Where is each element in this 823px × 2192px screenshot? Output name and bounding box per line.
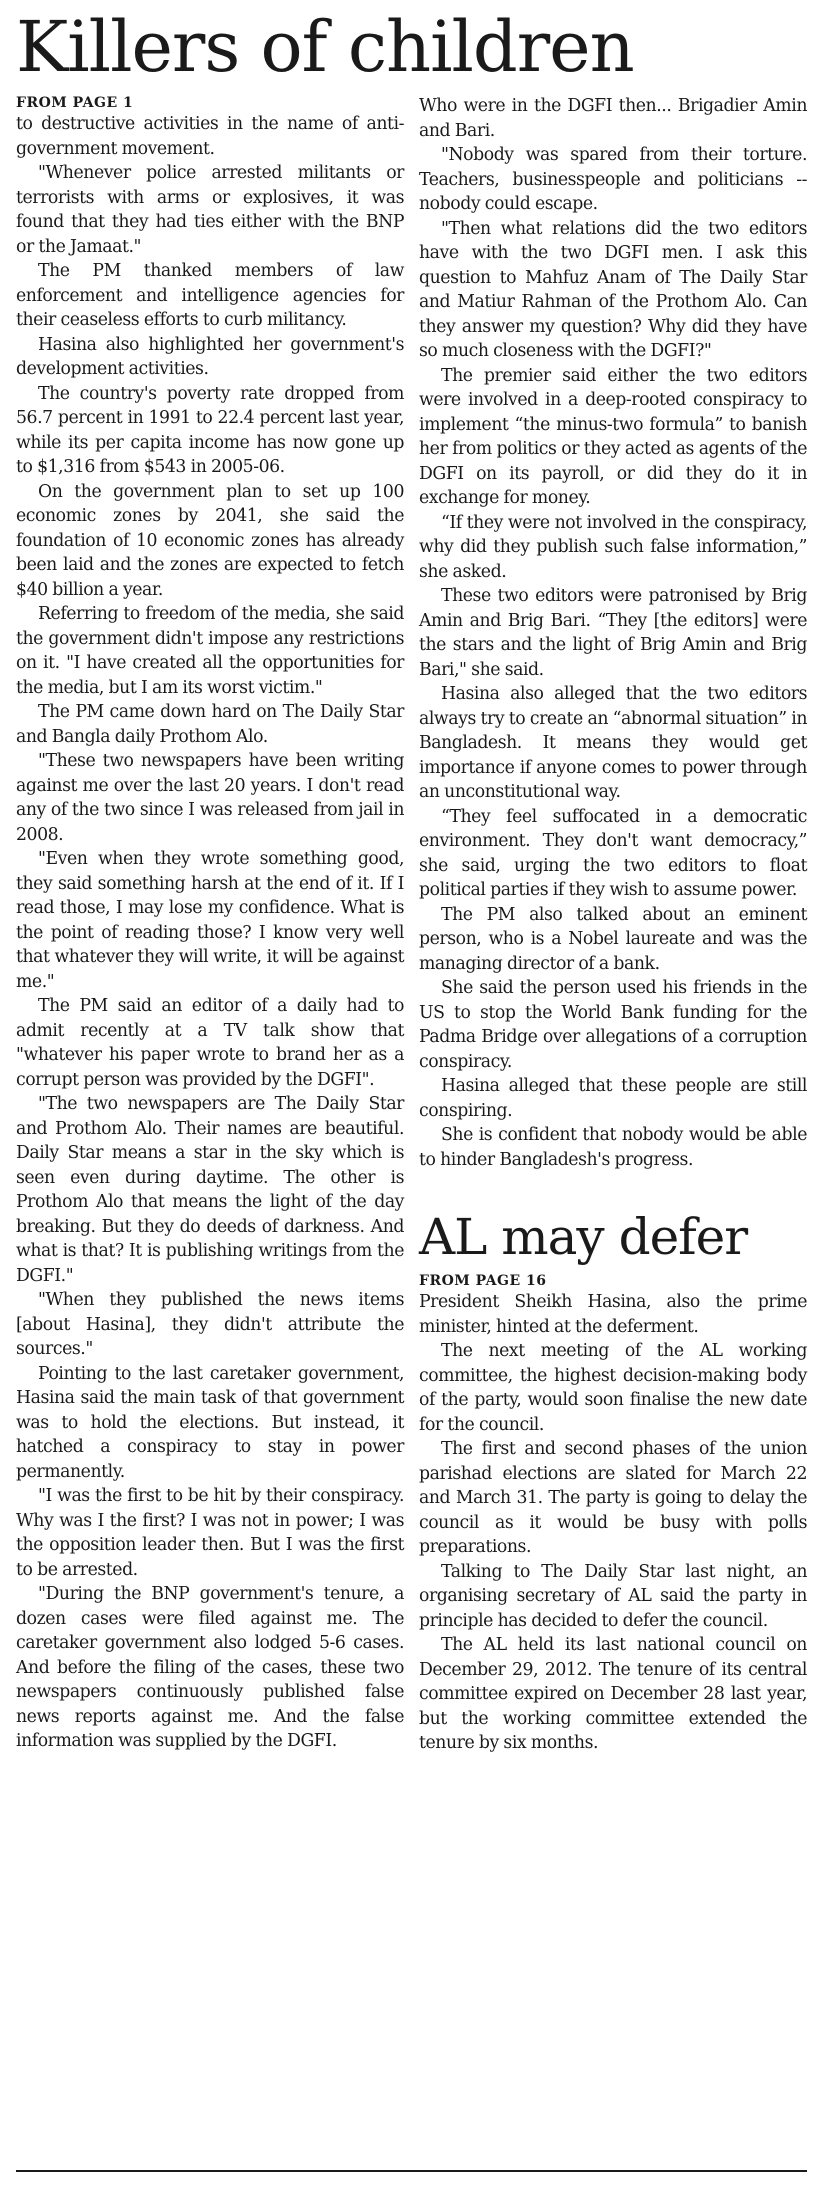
article-paragraph: to destructive activities in the name of anti-government movement. bbox=[16, 114, 404, 159]
right-column bbox=[419, 94, 807, 1756]
article-paragraph: "When they published the news items [about Hasina], they didn't attribute the sources." bbox=[16, 1290, 404, 1359]
article-paragraph: The first and second phases of the union parishad elections are slated for March 22 and March 31. The party is going to delay the council as it would be busy with polls preparations. bbox=[419, 1439, 807, 1557]
article-paragraph: "These two newspapers have been writing against me over the last 20 years. I don't read any of the two since I was released from jail in 2008. bbox=[16, 751, 404, 845]
article-paragraph: Pointing to the last caretaker government, Hasina said the main task of that government was to hold the elections. But instead, it hatched a conspiracy to stay in power permanently. bbox=[16, 1363, 404, 1482]
bottom-rule bbox=[16, 2170, 807, 2172]
article-paragraph: Who were in the DGFI then... Brigadier Amin and Bari. bbox=[419, 96, 807, 141]
article-paragraph: She is confident that nobody would be able to hinder Bangladesh's progress. bbox=[419, 1125, 807, 1170]
article-paragraph: Hasina also highlighted her government's development activities. bbox=[16, 334, 404, 379]
article-columns bbox=[16, 94, 807, 1756]
article-paragraph: The next meeting of the AL working committee, the highest decision-making body of the party, would soon finalise the new date for the council. bbox=[419, 1341, 807, 1435]
continuation-label: FROM PAGE 16 bbox=[419, 1273, 547, 1289]
article-paragraph: Hasina also alleged that the two editors always try to create an “abnormal situation” in Bangladesh. It means they would get importance if anyone comes to power through an unconstitutional way. bbox=[419, 684, 807, 802]
article-paragraph: Hasina alleged that these people are still conspiring. bbox=[419, 1076, 807, 1121]
article-paragraph: The PM came down hard on The Daily Star and Bangla daily Prothom Alo. bbox=[16, 702, 404, 747]
article-paragraph: Talking to The Daily Star last night, an organising secretary of AL said the party in principle has decided to defer the council. bbox=[419, 1561, 807, 1631]
article-paragraph: Referring to freedom of the media, she said the government didn't impose any restrictions on it. "I have created all the opportunities for the media, but I am its worst victim." bbox=[16, 604, 404, 698]
article-paragraph: “They feel suffocated in a democratic environment. They don't want democracy,” she said, urging the two editors to float political parties if they wish to assume power. bbox=[419, 806, 807, 900]
second-headline: AL may defer bbox=[419, 1208, 748, 1266]
article-paragraph: “If they were not involved in the conspiracy, why did they publish such false information,” she asked. bbox=[419, 512, 807, 582]
main-headline: Killers of children bbox=[16, 6, 634, 88]
article-paragraph: "Whenever police arrested militants or terrorists with arms or explosives, it was found that they had ties either with the BNP or the Jamaat." bbox=[16, 163, 404, 257]
article-paragraph: The AL held its last national council on December 29, 2012. The tenure of its central committee expired on December 28 last year, but the working committee extended the tenure by six months. bbox=[419, 1635, 807, 1753]
article-paragraph: On the government plan to set up 100 economic zones by 2041, she said the foundation of 10 economic zones has already been laid and the zones are expected to fetch $40 billion a year. bbox=[16, 481, 404, 600]
article-paragraph: President Sheikh Hasina, also the prime minister, hinted at the deferment. bbox=[419, 1292, 807, 1337]
article-paragraph: "During the BNP government's tenure, a dozen cases were filed against me. The caretaker government also lodged 5-6 cases. And before the filing of the cases, these two newspapers continuously published false news reports against me. And the false information was supplied by the DGFI. bbox=[16, 1584, 404, 1751]
article-paragraph: The premier said either the two editors were involved in a deep-rooted conspiracy to implement “the minus-two formula” to banish her from politics or they acted as agents of the DGFI on its payroll, or did they do it in exchange for money. bbox=[419, 365, 807, 508]
article-paragraph: The PM also talked about an eminent person, who is a Nobel laureate and was the managing director of a bank. bbox=[419, 904, 807, 974]
article-paragraph: "I was the first to be hit by their conspiracy. Why was I the first? I was not in power; I was the opposition leader then. But I was the first to be arrested. bbox=[16, 1486, 404, 1580]
article-paragraph: "Then what relations did the two editors have with the two DGFI men. I ask this question to Mahfuz Anam of The Daily Star and Matiur Rahman of the Prothom Alo. Can they answer my question? Why did they have so much closeness with the DGFI?" bbox=[419, 218, 807, 361]
article-paragraph: The PM said an editor of a daily had to admit recently at a TV talk show that "whatever his paper wrote to brand her as a corrupt person was provided by the DGFI". bbox=[16, 996, 404, 1090]
continuation-label: FROM PAGE 1 bbox=[16, 95, 134, 111]
article-paragraph: These two editors were patronised by Brig Amin and Brig Bari. “They [the editors] were the stars and the light of Brig Amin and Brig Bari," she said. bbox=[419, 586, 807, 680]
article-paragraph: The PM thanked members of law enforcement and intelligence agencies for their ceaseless efforts to curb militancy. bbox=[16, 261, 404, 330]
article-paragraph: She said the person used his friends in the US to stop the World Bank funding for the Padma Bridge over allegations of a corruption conspiracy. bbox=[419, 978, 807, 1072]
article-paragraph: "Even when they wrote something good, they said something harsh at the end of it. If I read those, I may lose my confidence. What is the point of reading those? I know very well that whatever they will write, it will be against me." bbox=[16, 849, 404, 992]
article-paragraph: "The two newspapers are The Daily Star and Prothom Alo. Their names are beautiful. Daily Star means a star in the sky which is seen even during daytime. The other is Prothom Alo that means the light of the day breaking. But they do deeds of darkness. And what is that? It is publishing writings from the DGFI." bbox=[16, 1094, 404, 1286]
left-column bbox=[16, 94, 404, 1756]
article-paragraph: The country's poverty rate dropped from 56.7 percent in 1991 to 22.4 percent last year, while its per capita income has now gone up to $1,316 from $543 in 2005-06. bbox=[16, 383, 404, 477]
article-paragraph: "Nobody was spared from their torture. Teachers, businesspeople and politicians -- nobody could escape. bbox=[419, 145, 807, 214]
